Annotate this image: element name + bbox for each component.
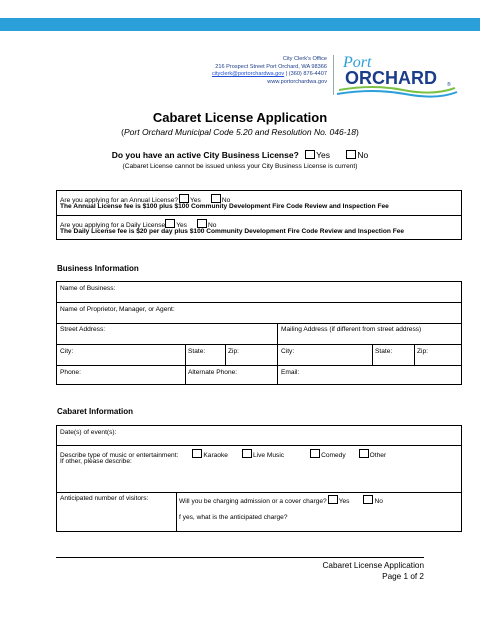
daily-yes-label: Yes xyxy=(176,222,187,229)
other-description-field[interactable]: If other, please describe: xyxy=(60,458,132,465)
row-divider xyxy=(57,492,461,493)
annual-fee-text: The Annual License fee is $100 plus $100 Community Development Fire Code Review and Inspection Fee xyxy=(60,203,389,210)
row-divider xyxy=(57,344,461,345)
column-divider xyxy=(176,492,177,532)
daily-no-checkbox[interactable] xyxy=(197,219,207,228)
comedy-label: Comedy xyxy=(321,452,346,459)
column-divider xyxy=(185,344,186,385)
anticipated-visitors-field[interactable]: Anticipated number of visitors: xyxy=(60,495,149,502)
entertainment-type-question: Describe type of music or entertainment: xyxy=(60,452,179,459)
annual-yes-checkbox[interactable] xyxy=(179,194,189,203)
mailing-address-field[interactable]: Mailing Address (if different from street address) xyxy=(281,326,422,333)
column-divider xyxy=(225,344,226,365)
comedy-checkbox[interactable] xyxy=(310,449,320,458)
charge-no-checkbox[interactable] xyxy=(363,495,373,504)
footer-page-number: Page 1 of 2 xyxy=(382,572,424,581)
alternate-phone-field[interactable]: Alternate Phone: xyxy=(188,369,238,376)
port-orchard-logo xyxy=(333,50,463,98)
license-note: (Cabaret License cannot be issued unless your City Business License is current) xyxy=(122,163,358,170)
other-checkbox[interactable] xyxy=(359,449,369,458)
street-address-field[interactable]: Street Address: xyxy=(60,326,106,333)
cabaret-info-table xyxy=(56,425,462,532)
row-divider xyxy=(57,323,461,324)
email-link[interactable]: cityclerk@portorchardwa.gov xyxy=(211,71,285,78)
event-dates-field[interactable]: Date(s) of event(s): xyxy=(60,429,117,436)
business-info-heading: Business Information xyxy=(57,264,139,273)
column-divider xyxy=(372,344,373,365)
annual-no-label: No xyxy=(221,197,231,204)
logo-orchard-text: ORCHARD xyxy=(345,68,437,88)
charge-yes-checkbox[interactable] xyxy=(328,495,338,504)
office-address: 216 Prospect Street Port Orchard, WA 98366 xyxy=(215,63,327,70)
business-license-question xyxy=(0,150,480,160)
daily-no-label: No xyxy=(207,222,217,229)
charge-no-label: No xyxy=(374,498,383,505)
row-divider xyxy=(57,215,461,216)
footer-divider xyxy=(56,557,424,558)
other-label: Other xyxy=(369,452,387,459)
email-phone-line xyxy=(212,71,327,79)
row-divider xyxy=(57,445,461,446)
email-field[interactable]: Email: xyxy=(281,369,300,376)
annual-yes-label: Yes xyxy=(190,197,201,204)
daily-license-question: Are you applying for a Daily License xyxy=(60,222,166,229)
street-state-field[interactable]: State: xyxy=(188,348,206,355)
subtitle-open: ( xyxy=(121,127,124,137)
proprietor-field[interactable]: Name of Proprietor, Manager, or Agent: xyxy=(60,306,175,313)
license-type-table xyxy=(56,190,462,240)
website-link[interactable]: www.portorchardwa.gov xyxy=(267,78,327,85)
logo-registered-mark: ® xyxy=(447,82,451,88)
mailing-city-field[interactable]: City: xyxy=(281,348,295,355)
anticipated-charge-field[interactable]: f yes, what is the anticipated charge? xyxy=(179,514,288,521)
contact-block xyxy=(212,56,327,86)
no-label: No xyxy=(357,150,369,160)
karaoke-checkbox[interactable] xyxy=(192,449,202,458)
footer-doc-title: Cabaret License Application xyxy=(322,561,424,570)
cabaret-info-heading: Cabaret Information xyxy=(57,407,134,416)
page-title: Cabaret License Application xyxy=(152,110,328,125)
page-footer xyxy=(323,560,425,582)
logo-port-text: Port xyxy=(343,54,372,71)
mailing-state-field[interactable]: State: xyxy=(375,348,393,355)
business-info-table xyxy=(56,281,462,385)
office-phone: | (360) 876-4407 xyxy=(284,71,327,78)
column-divider xyxy=(414,344,415,365)
question-text: Do you have an active City Business License? xyxy=(111,150,299,160)
row-divider xyxy=(57,302,461,303)
daily-yes-checkbox[interactable] xyxy=(165,219,175,228)
admission-charge-row xyxy=(179,495,383,506)
subtitle-close: ) xyxy=(356,127,359,137)
live-music-checkbox[interactable] xyxy=(242,449,252,458)
page-subtitle xyxy=(0,127,480,137)
admission-charge-question: Will you be charging admission or a cover charge? xyxy=(179,498,327,505)
business-license-no-checkbox[interactable] xyxy=(346,150,356,159)
karaoke-label: Karaoke xyxy=(203,452,228,459)
street-zip-field[interactable]: Zip: xyxy=(228,348,239,355)
subtitle-code: Port Orchard Municipal Code 5.20 and Resolution No. 046-18 xyxy=(124,127,356,137)
row-divider xyxy=(57,365,461,366)
live-music-label: Live Music xyxy=(252,452,285,459)
column-divider xyxy=(277,323,278,385)
business-license-yes-checkbox[interactable] xyxy=(305,150,315,159)
mailing-zip-field[interactable]: Zip: xyxy=(417,348,428,355)
annual-no-checkbox[interactable] xyxy=(211,194,221,203)
street-city-field[interactable]: City: xyxy=(60,348,74,355)
charge-yes-label: Yes xyxy=(338,498,350,505)
phone-field[interactable]: Phone: xyxy=(60,369,81,376)
annual-license-question: Are you applying for an Annual License? xyxy=(60,197,179,204)
office-name: City Clerk's Office xyxy=(282,56,327,62)
business-name-field[interactable]: Name of Business: xyxy=(60,285,116,292)
top-accent-bar xyxy=(0,18,480,31)
daily-fee-text: The Daily License fee is $20 per day plus $100 Community Development Fire Code Review and Inspection Fee xyxy=(60,228,405,235)
yes-label: Yes xyxy=(316,150,331,160)
